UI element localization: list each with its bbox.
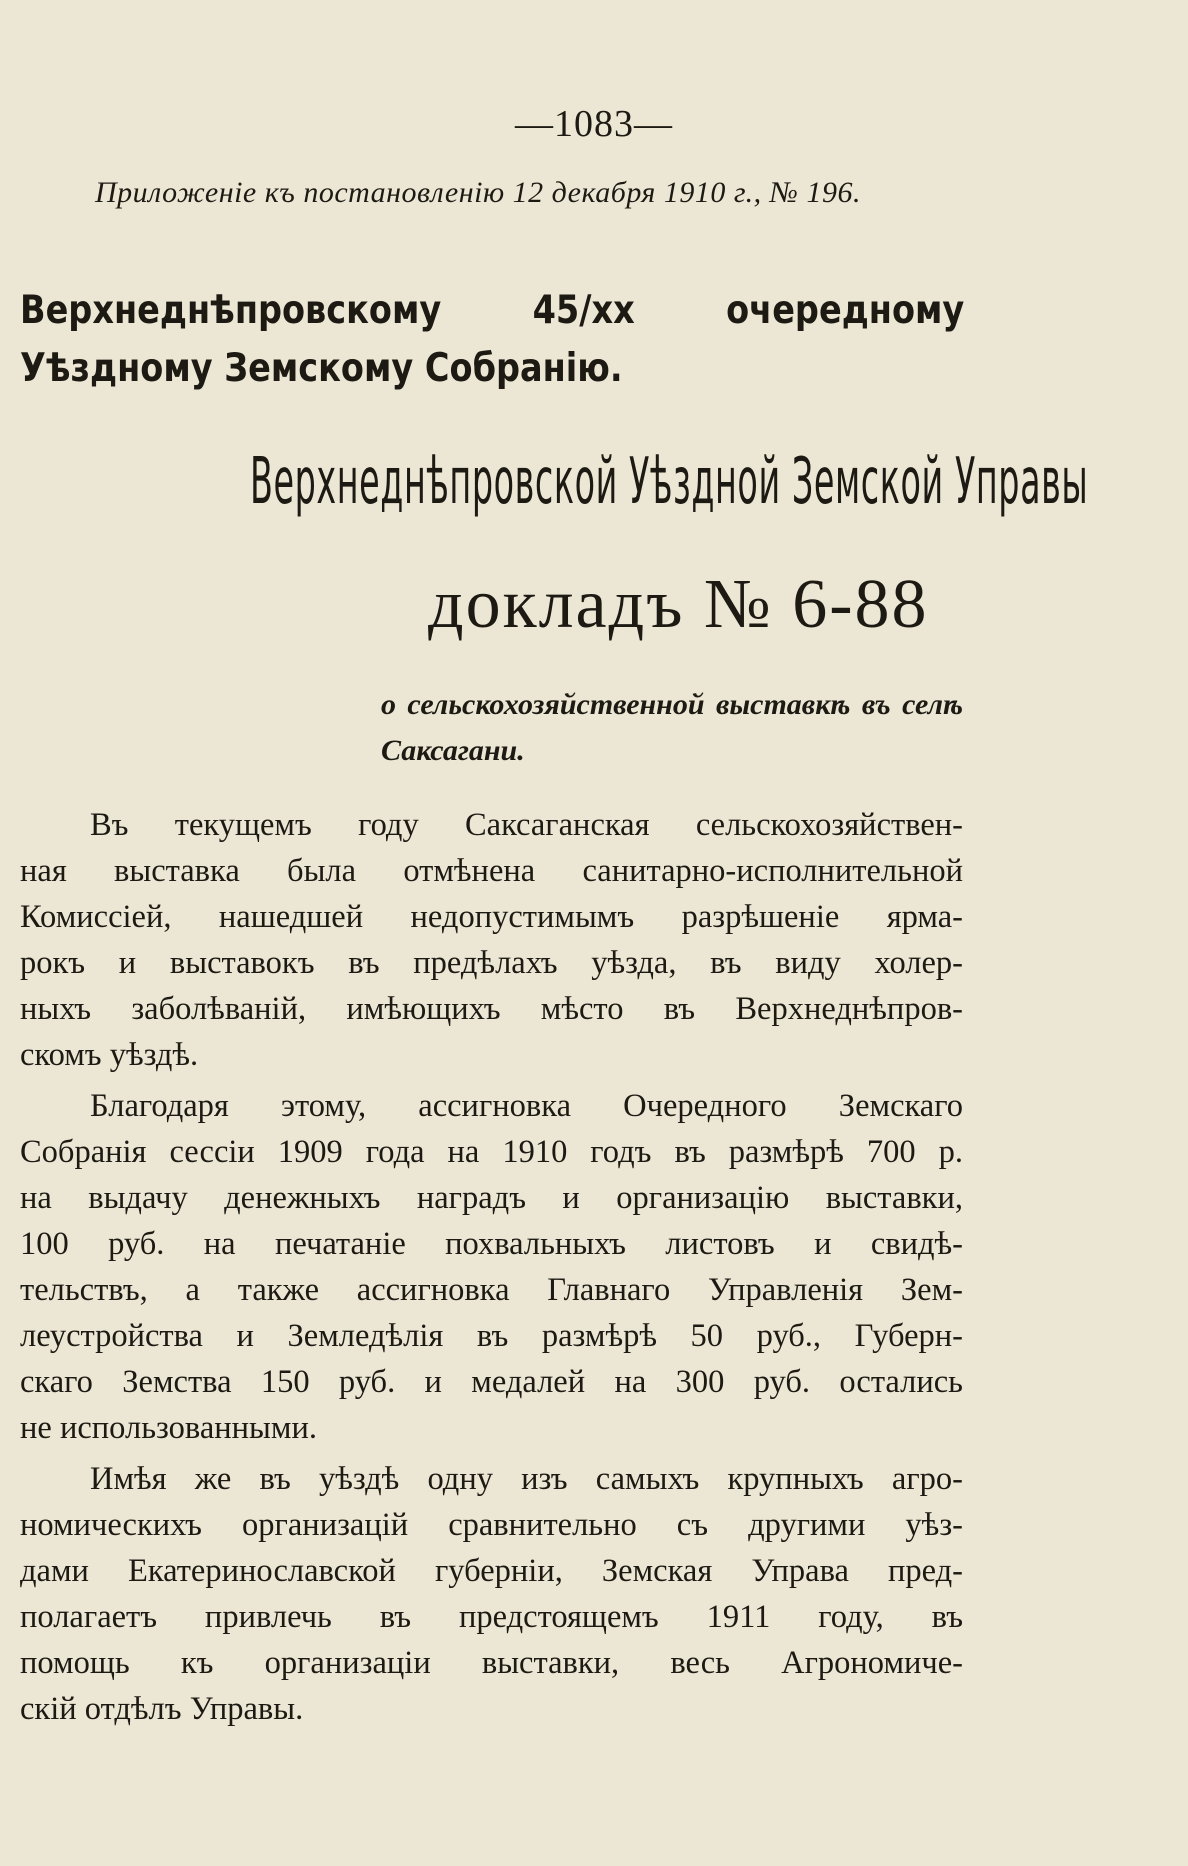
text-line: ная выставка была отмѣнена санитарно-исполнительной	[20, 853, 963, 889]
text-line: Собранія сессіи 1909 года на 1910 годъ въ размѣрѣ 700 р.	[20, 1134, 963, 1170]
text-line: скаго Земства 150 руб. и медалей на 300 руб. остались	[20, 1364, 963, 1400]
text-line: не использованными.	[20, 1410, 317, 1446]
paragraph-3	[20, 1456, 963, 1732]
report-title: докладъ № 6-88	[428, 566, 929, 643]
text-line: номическихъ организацій сравнительно съ другими уѣз-	[20, 1507, 963, 1543]
text-line: полагаетъ привлечь въ предстоящемъ 1911 году, въ	[20, 1599, 963, 1635]
page-number: —1083—	[515, 103, 673, 145]
issuer-heading: Верхнеднѣпровской Уѣздной Земской Управы	[250, 445, 1089, 519]
appendix-note: Приложеніе къ постановленію 12 декабря 1910 г., № 196.	[95, 176, 861, 209]
text-line: помощь къ организаціи выставки, весь Агрономиче-	[20, 1645, 963, 1681]
text-line: Въ текущемъ году Саксаганская сельскохозяйствен-	[90, 807, 963, 843]
text-line: рокъ и выставокъ въ предѣлахъ уѣзда, въ виду холер-	[20, 945, 963, 981]
addressee-heading	[20, 282, 965, 398]
text-line: Благодаря этому, ассигновка Очередного Земскаго	[90, 1088, 963, 1124]
addressee-text: Верхнеднѣпровскому 45/хх очередному Уѣздному Земскому Собранію.	[20, 288, 965, 391]
text-line: 100 руб. на печатаніе похвальныхъ листовъ и свидѣ-	[20, 1226, 963, 1262]
report-body	[20, 802, 963, 1737]
paragraph-2	[20, 1083, 963, 1451]
text-line: ныхъ заболѣваній, имѣющихъ мѣсто въ Верхнеднѣпров-	[20, 991, 963, 1027]
text-line: леустройства и Земледѣлія въ размѣрѣ 50 руб., Губерн-	[20, 1318, 963, 1354]
text-line: скій отдѣлъ Управы.	[20, 1691, 304, 1727]
report-subject: о сельскохозяйственной выставкѣ въ селѣ Саксагани.	[381, 688, 963, 767]
text-line: тельствъ, а также ассигновка Главнаго Управленія Зем-	[20, 1272, 963, 1308]
text-line: скомъ уѣздѣ.	[20, 1037, 199, 1073]
text-line: Имѣя же въ уѣздѣ одну изъ самыхъ крупныхъ агро-	[90, 1461, 963, 1497]
paragraph-1	[20, 802, 963, 1078]
text-line: на выдачу денежныхъ наградъ и организацію выставки,	[20, 1180, 963, 1216]
text-line: дами Екатеринославской губерніи, Земская Управа пред-	[20, 1553, 963, 1589]
text-line: Комиссіей, нашедшей недопустимымъ разрѣшеніе ярма-	[20, 899, 963, 935]
